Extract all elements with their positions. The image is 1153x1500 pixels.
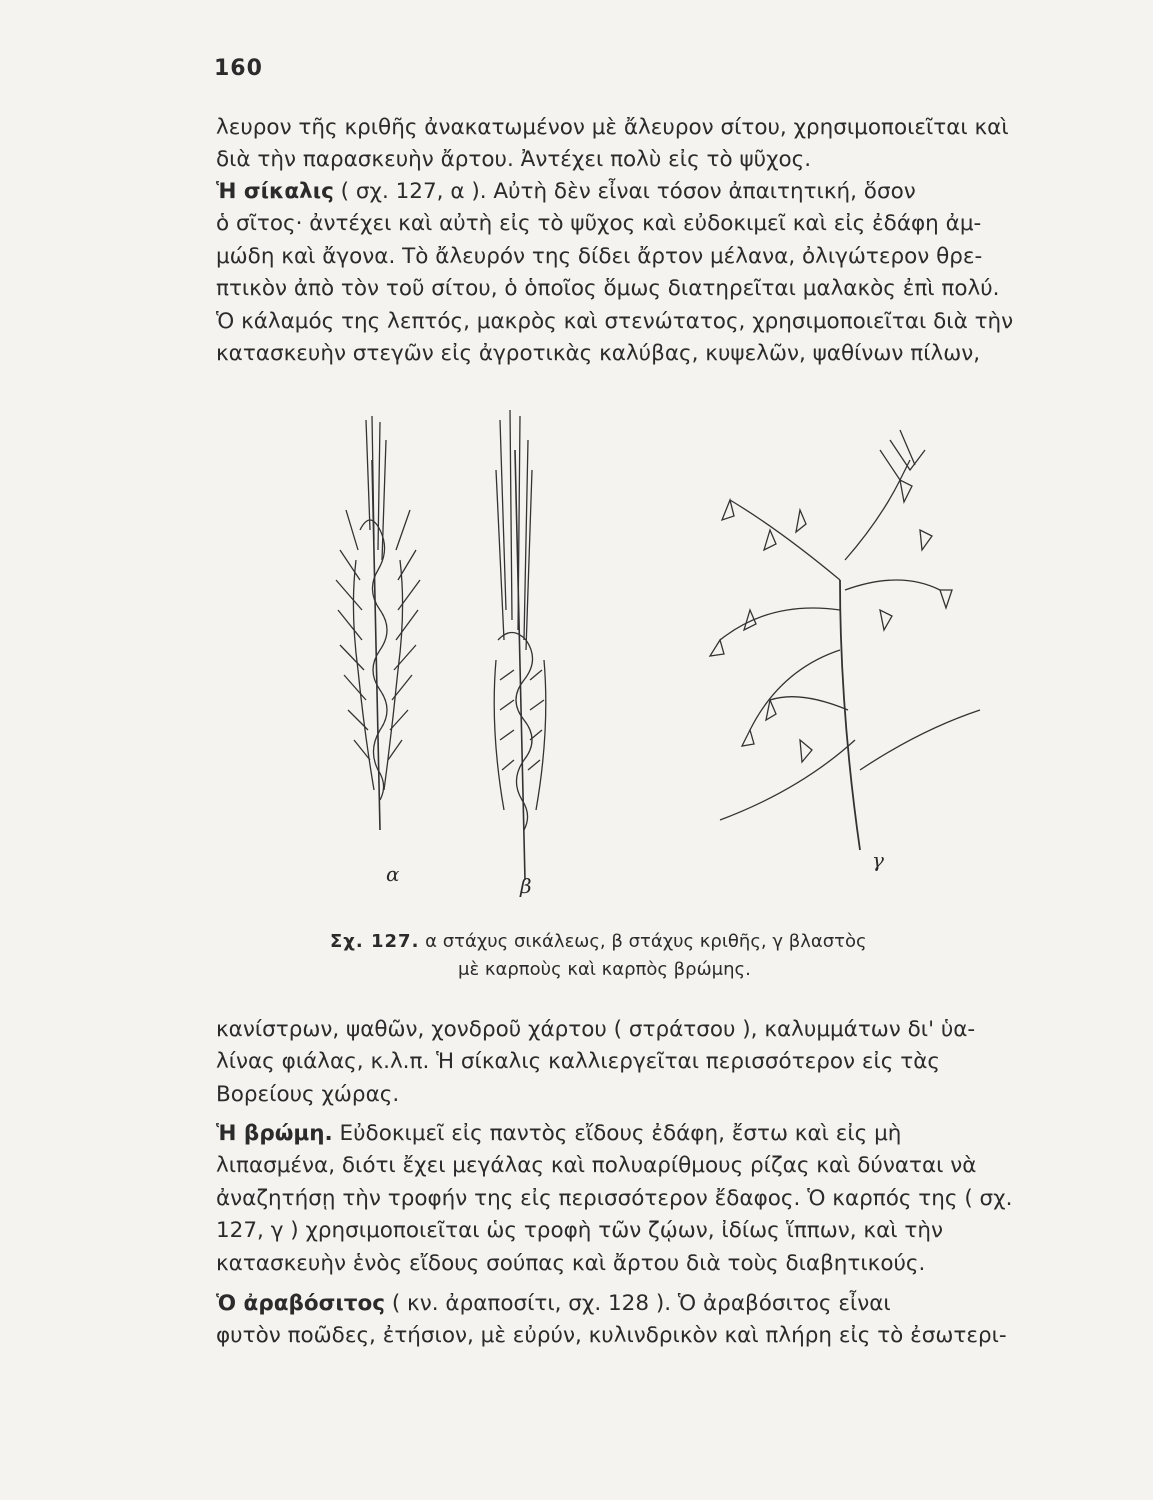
text-line: ὁ σῖτος· ἀντέχει καὶ αὐτὴ εἰς τὸ ψῦχος καὶ εὐδοκιμεῖ καὶ εἰς ἐδάφη ἀμ- bbox=[216, 211, 982, 237]
caption-text: μὲ καρποὺς καὶ καρπὸς βρώμης. bbox=[458, 959, 751, 980]
text-line: ἀναζητήσῃ τὴν τροφήν της εἰς περισσότερον ἔδαφος. Ὁ καρπός της ( σχ. bbox=[216, 1185, 1013, 1211]
text-line: λιπασμένα, διότι ἔχει μεγάλας καὶ πολυαρίθμους ρίζας καὶ δύναται νὰ bbox=[216, 1153, 977, 1179]
text-line: διὰ τὴν παρασκευὴν ἄρτου. Ἀντέχει πολὺ εἰς τὸ ψῦχος. bbox=[216, 147, 812, 173]
figure-label-b: β bbox=[520, 874, 532, 898]
text-line bbox=[216, 1118, 1046, 1150]
text-fragment: ( σχ. 127, α ). Αὐτὴ δὲν εἶναι τόσον ἀπαιτητική, ὅσον bbox=[333, 179, 916, 204]
text-fragment: Εὐδοκιμεῖ εἰς παντὸς εἴδους ἐδάφη, ἔστω καὶ εἰς μὴ bbox=[332, 1121, 902, 1146]
text-line: 127, γ ) χρησιμοποιεῖται ὡς τροφὴ τῶν ζῴων, ἰδίως ἵππων, καὶ τὴν bbox=[216, 1218, 943, 1244]
text-line: κατασκευὴν ἑνὸς εἴδους σούπας καὶ ἄρτου διὰ τοὺς διαβητικούς. bbox=[216, 1250, 926, 1276]
text-line: κατασκευὴν στεγῶν εἰς ἀγροτικὰς καλύβας, κυψελῶν, ψαθίνων πίλων, bbox=[216, 341, 981, 367]
plant-illustration bbox=[300, 410, 1020, 900]
text-line: λίνας φιάλας, κ.λ.π. Ἡ σίκαλις καλλιεργεῖται περισσότερον εἰς τὰς bbox=[216, 1049, 940, 1075]
figure-caption bbox=[330, 928, 1030, 984]
oat-shoot-drawing bbox=[710, 430, 980, 850]
text-line: λευρον τῆς κριθῆς ἀνακατωμένον μὲ ἄλευρον σίτου, χρησιμοποιεῖται καὶ bbox=[216, 115, 1009, 140]
text-line bbox=[216, 1288, 1046, 1320]
text-line: Ὁ κάλαμός της λεπτός, μακρὸς καὶ στενώτατος, χρησιμοποιεῖται διὰ τὴν bbox=[216, 308, 1014, 334]
text-fragment: ( κν. ἀραποσίτι, σχ. 128 ). Ὁ ἀραβόσιτος εἶναι bbox=[385, 1291, 891, 1316]
rye-spike-drawing bbox=[336, 416, 420, 830]
section-heading-oats: Ἡ βρώμη. bbox=[216, 1121, 333, 1146]
text-line: φυτὸν ποῶδες, ἐτήσιον, μὲ εὐρύν, κυλινδρικὸν καὶ πλήρη εἰς τὸ ἐσωτερι- bbox=[216, 1323, 1007, 1349]
caption-label: Σχ. 127. bbox=[330, 931, 420, 952]
section-heading-maize: Ὁ ἀραβόσιτος bbox=[216, 1291, 385, 1316]
page-number: 160 bbox=[214, 56, 263, 81]
text-line: μώδη καὶ ἄγονα. Τὸ ἄλευρόν της δίδει ἄρτον μέλανα, ὀλιγώτερον θρε- bbox=[216, 243, 983, 269]
text-line: Βορείους χώρας. bbox=[216, 1081, 400, 1107]
paragraph-barley-end bbox=[216, 112, 1046, 177]
figure-127 bbox=[300, 410, 1020, 900]
paragraph-oats bbox=[216, 1118, 1046, 1280]
paragraph-rye bbox=[216, 176, 1046, 370]
figure-label-c: γ bbox=[872, 848, 884, 872]
figure-label-a: α bbox=[386, 862, 400, 886]
barley-spike-drawing bbox=[494, 410, 546, 880]
paragraph-rye-continued bbox=[216, 1014, 1046, 1111]
paragraph-maize bbox=[216, 1288, 1046, 1353]
text-line: πτικὸν ἀπὸ τὸν τοῦ σίτου, ὁ ὁποῖος ὅμως διατηρεῖται μαλακὸς ἐπὶ πολύ. bbox=[216, 276, 1000, 302]
text-line bbox=[216, 176, 1046, 208]
caption-text: α στάχυς σικάλεως, β στάχυς κριθῆς, γ βλαστὸς bbox=[419, 931, 867, 952]
section-heading-rye: Ἡ σίκαλις bbox=[216, 179, 334, 204]
text-line: κανίστρων, ψαθῶν, χονδροῦ χάρτου ( στράτσου ), καλυμμάτων δι' ὑα- bbox=[216, 1017, 976, 1042]
